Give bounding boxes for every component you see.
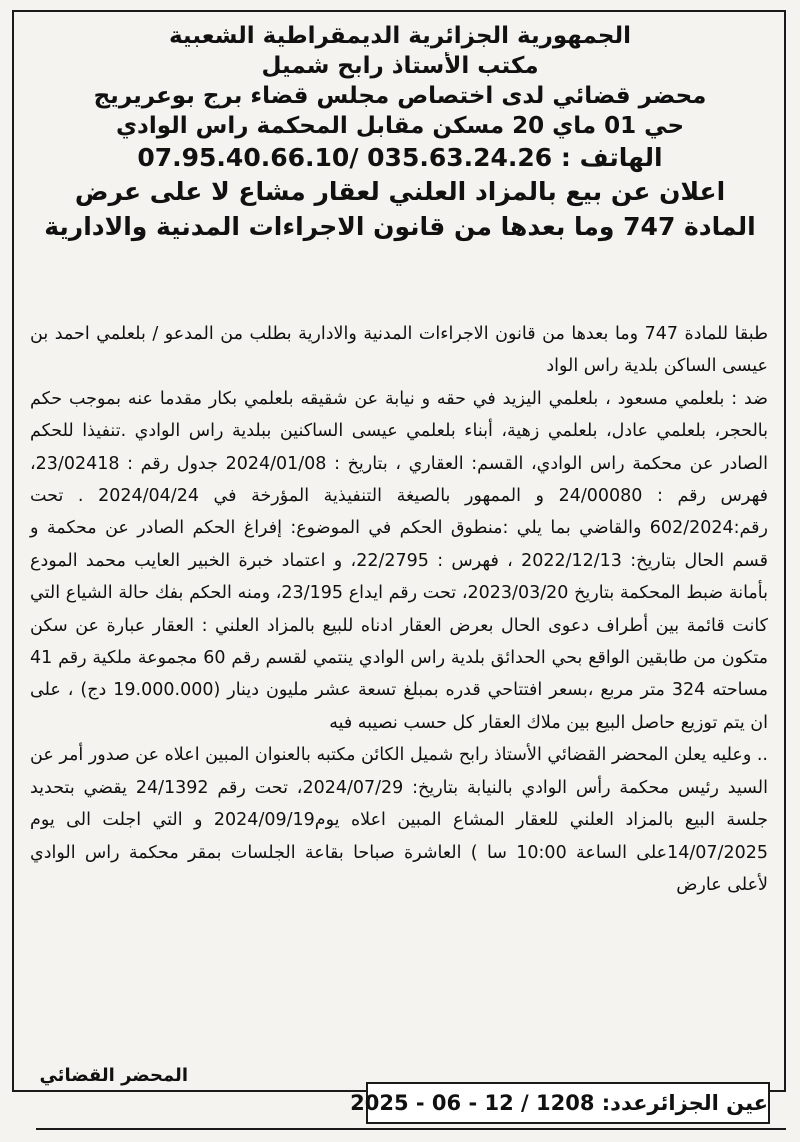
body-paragraph-against: ضد : بلعلمي مسعود ، بلعلمي اليزيد في حقه و نيابة عن شقيقه بلعلمي بكار مقدما عنه بموجب حكم بالحجر، بلعلمي عادل، بلعلمي زهية، أبناء بلعلمي عيسى الساكنين ببلدية راس الوادي .تنفيذا للحكم الصادر عن محكمة راس الوادي، القسم: العقاري ، بتاريخ : 2024/01/08 جدول رقم : 23/02418، فهرس رقم : 24/00080 و الممهور بالصيغة التنفيذية المؤرخة في 2024/04/24 . تحت رقم:602/2024 والقاضي بما يلي :منطوق الحكم في الموضوع: إفراغ الحكم الصادر عن محكمة و قسم الحال بتاريخ: 2022/12/13 ، فهرس : 22/2795، و اعتماد خبرة الخبير العايب محمد المودع بأمانة ضبط المحكمة بتاريخ 2023/03/20، تحت رقم ايداع 23/195، ومنه الحكم بفك حالة الشياع التي كانت قائمة بين أطراف دعوى الحال بعرض العقار ادناه للبيع بالمزاد العلني : العقار عبارة عن سكن متكون من طابقين الواقع بحي الحدائق بلدية راس الوادي ينتمي لقسم رقم 60 مجموعة ملكية رقم 41 مساحته 324 متر مربع ،بسعر افتتاحي قدره بمبلغ تسعة عشر مليون دينار (19.000.000 دج) ، على ان يتم توزيع حاصل البيع بين ملاك العقار كل حسب نصيبه فيه [30, 388, 769, 733]
office-address: حي 01 ماي 20 مسكن مقابل المحكمة راس الوادي [115, 112, 685, 139]
signature-label: المحضر القضائي [39, 1065, 188, 1086]
jurisdiction-line: محضر قضائي لدى اختصاص مجلس قضاء برج بوعريريج [93, 82, 707, 109]
notice-body [30, 318, 768, 901]
office-name: مكتب الأستاذ رابح شميل [261, 52, 539, 79]
notice-title-line1: اعلان عن بيع بالمزاد العلني لعقار مشاع لا على عرض [74, 177, 726, 207]
phone-numbers: الهاتف : 035.63.24.26 /07.95.40.66.10 [137, 142, 663, 172]
publication-reference: عين الجزائرعدد: 1208 / 12 - 06 - 2025 [366, 1082, 770, 1124]
body-paragraph-request: طبقا للمادة 747 وما بعدها من قانون الاجراءات المدنية والادارية بطلب من المدعو / بلعلمي احمد بن عيسى الساكن بلدية راس الواد [30, 324, 768, 377]
notice-header [20, 22, 780, 244]
republic-name: الجمهورية الجزائرية الديمقراطية الشعبية [168, 23, 632, 49]
body-paragraph-announcement: .. وعليه يعلن المحضر القضائي الأستاذ رابح شميل الكائن مكتبه بالعنوان المبين اعلاه عن صدور أمر عن السيد رئيس محكمة رأس الوادي بالنيابة بتاريخ: 2024/07/29، تحت رقم 24/1392 يقضي بتحديد جلسة البيع بالمزاد العلني للعقار المشاع المبين اعلاه يوم2024/09/19 و التي اجلت الى يوم 14/07/2025على الساعة 10:00 سا ) العاشرة صباحا بقاعة الجلسات بمقر محكمة راس الوادي لأعلى عارض [30, 745, 768, 895]
notice-title-line2: المادة 747 وما بعدها من قانون الاجراءات المدنية والادارية [44, 212, 756, 242]
bottom-divider [36, 1128, 786, 1130]
